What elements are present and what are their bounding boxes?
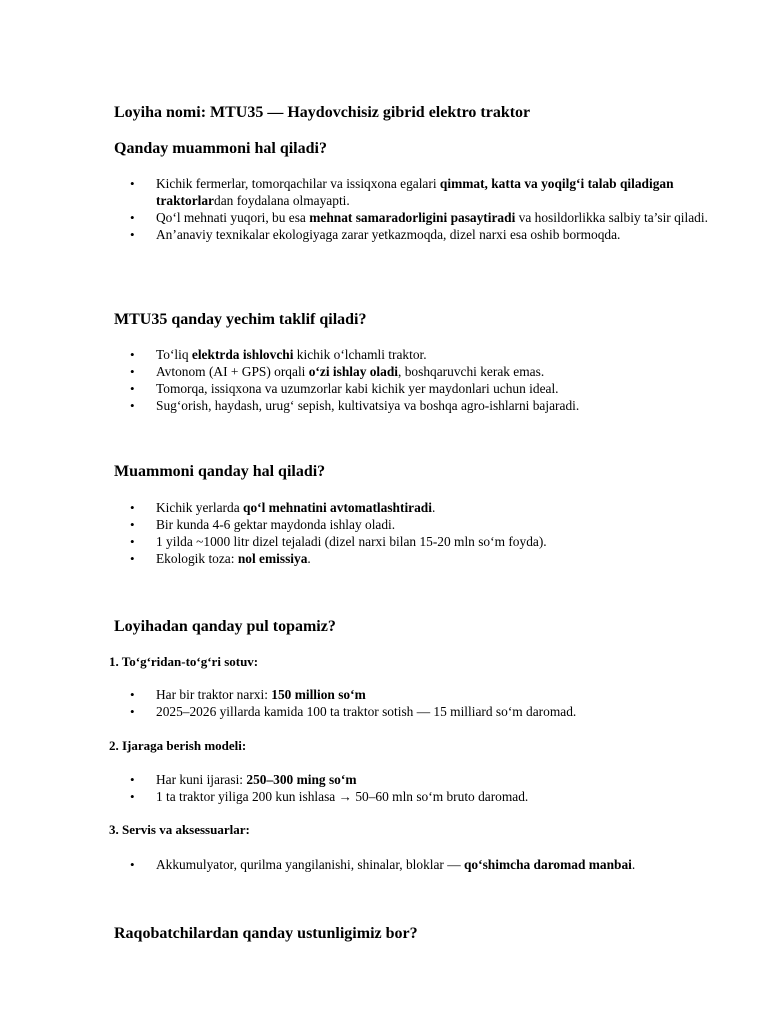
bullet-icon: • xyxy=(130,857,135,872)
bullet-icon: • xyxy=(130,364,135,379)
service-list xyxy=(0,856,768,873)
bullet-icon: • xyxy=(130,381,135,396)
list-item: • Har kuni ijarasi: 250–300 ming so‘m xyxy=(130,772,357,787)
bullet-icon: • xyxy=(130,704,135,719)
list-item: • 2025–2026 yillarda kamida 100 ta traktor sotish — 15 milliard so‘m daromad. xyxy=(130,704,577,719)
list-item: • Kichik fermerlar, tomorqachilar va issiqxona egalari qimmat, katta va yoqilg‘i talab qiladigan traktorlardan foydalana olmayapti. xyxy=(130,176,674,208)
document-title: Loyiha nomi: MTU35 — Haydovchisiz gibrid elektro traktor xyxy=(114,104,531,121)
bullet-icon: • xyxy=(130,500,135,515)
list-item: • Tomorqa, issiqxona va uzumzorlar kabi kichik yer maydonlari uchun ideal. xyxy=(130,381,559,396)
subheading-rental-model: 2. Ijaraga berish modeli: xyxy=(109,738,247,753)
subheading-service: 3. Servis va aksessuarlar: xyxy=(109,822,250,837)
list-item: • To‘liq elektrda ishlovchi kichik o‘lchamli traktor. xyxy=(130,347,427,362)
bullet-icon: • xyxy=(130,210,135,225)
bullet-icon: • xyxy=(130,398,135,413)
rental-list xyxy=(0,771,768,805)
section-heading-solution: MTU35 qanday yechim taklif qiladi? xyxy=(114,311,367,328)
list-item: • An’anaviy texnikalar ekologiyaga zarar yetkazmoqda, dizel narxi esa oshib bormoqda. xyxy=(130,227,621,242)
section-heading-problem: Qanday muammoni hal qiladi? xyxy=(114,140,327,157)
list-item: • Akkumulyator, qurilma yangilanishi, shinalar, bloklar — qo‘shimcha daromad manbai. xyxy=(130,857,636,872)
list-item: • Ekologik toza: nol emissiya. xyxy=(130,551,311,566)
list-item: • Avtonom (AI + GPS) orqali o‘zi ishlay oladi, boshqaruvchi kerak emas. xyxy=(130,364,545,379)
bullet-icon: • xyxy=(130,227,135,242)
bullet-icon: • xyxy=(130,176,135,191)
bullet-icon: • xyxy=(130,551,135,566)
bullet-icon: • xyxy=(130,347,135,362)
list-item: • Sug‘orish, haydash, urug‘ sepish, kultivatsiya va boshqa agro-ishlarni bajaradi. xyxy=(130,398,580,413)
section-heading-advantages: Raqobatchilardan qanday ustunligimiz bor? xyxy=(114,925,418,942)
direct-sales-list xyxy=(0,686,768,720)
section-heading-revenue: Loyihadan qanday pul topamiz? xyxy=(114,618,336,635)
list-item: • 1 yilda ~1000 litr dizel tejaladi (dizel narxi bilan 15-20 mln so‘m foyda). xyxy=(130,534,547,549)
list-item: • Har bir traktor narxi: 150 million so‘m xyxy=(130,687,366,702)
list-item: • Bir kunda 4-6 gektar maydonda ishlay oladi. xyxy=(130,517,396,532)
problem-list xyxy=(0,175,768,243)
bullet-icon: • xyxy=(130,789,135,804)
list-item: • Qo‘l mehnati yuqori, bu esa mehnat samaradorligini pasaytiradi va hosildorlikka salbiy ta’sir qiladi. xyxy=(130,210,708,225)
subheading-direct-sales: 1. To‘g‘ridan-to‘g‘ri sotuv: xyxy=(109,654,259,669)
bullet-icon: • xyxy=(130,687,135,702)
bullet-icon: • xyxy=(130,534,135,549)
solution-list xyxy=(0,346,768,414)
section-heading-how: Muammoni qanday hal qiladi? xyxy=(114,463,326,480)
list-item: • Kichik yerlarda qo‘l mehnatini avtomatlashtiradi. xyxy=(130,500,436,515)
list-item: • 1 ta traktor yiliga 200 kun ishlasa → 50–60 mln so‘m bruto daromad. xyxy=(130,789,529,804)
bullet-icon: • xyxy=(130,517,135,532)
bullet-icon: • xyxy=(130,772,135,787)
how-list xyxy=(0,499,768,567)
